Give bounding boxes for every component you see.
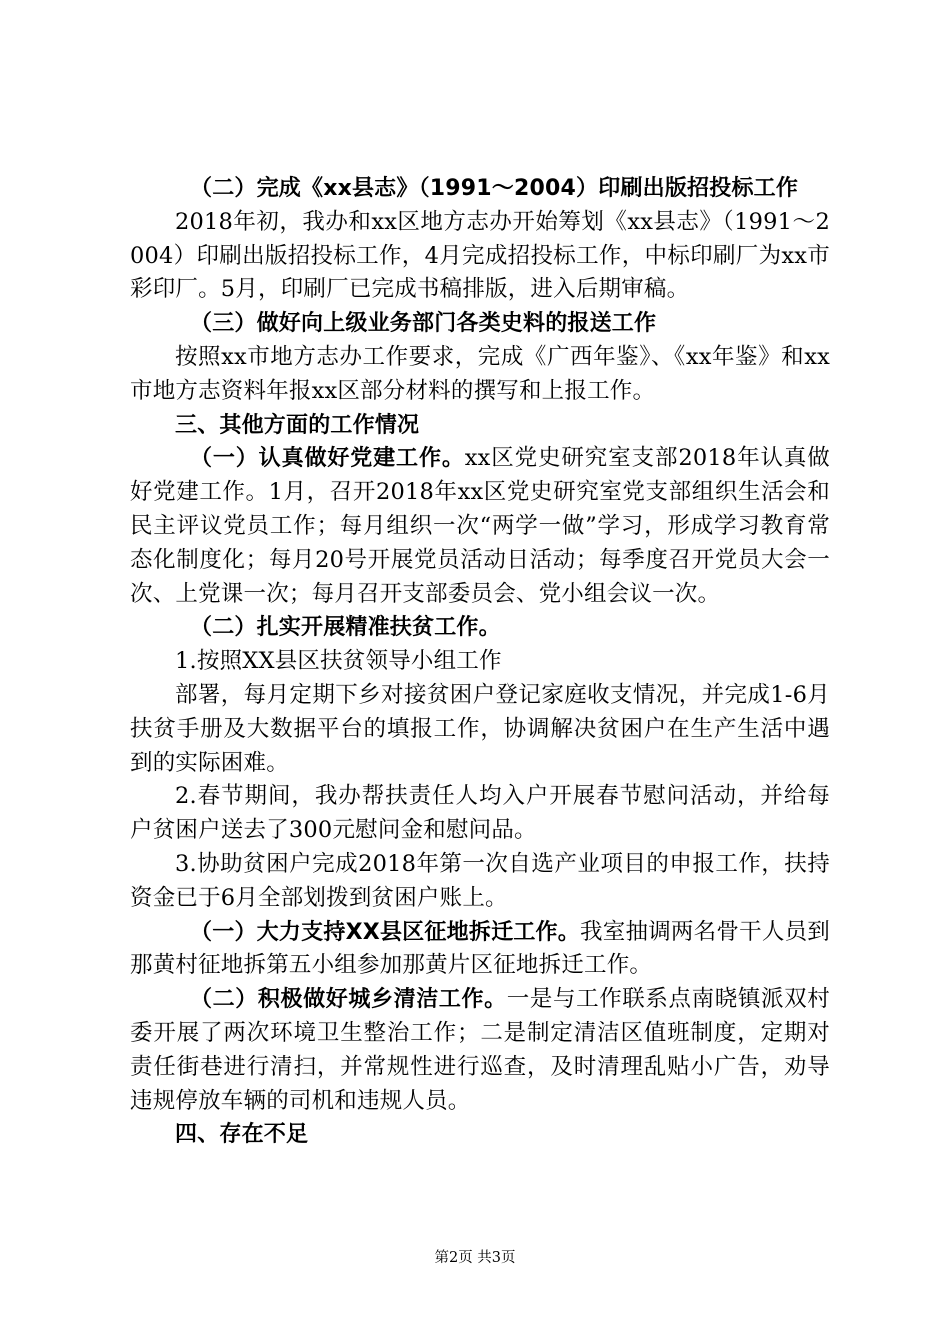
list-item-poverty-1-continued: 部署，每月定期下乡对接贫困户登记家庭收支情况，并完成1-6月扶贫手册及大数据平台的填报工作，协调解决贫困户在生产生活中遇到的实际困难。 <box>130 681 830 776</box>
lead-land-acquisition: （一）大力支持XX县区征地拆迁工作。 <box>190 919 581 945</box>
lead-sanitation: （二）积极做好城乡清洁工作。 <box>190 987 507 1013</box>
paragraph-land-acquisition <box>130 916 830 984</box>
section-heading-printing-bid: （二）完成《xx县志》（1991～2004）印刷出版招投标工作 <box>190 176 799 201</box>
list-item-poverty-2: 2.春节期间，我办帮扶责任人均入户开展春节慰问活动，并给每户贫困户送去了300元慰问金和慰问品。 <box>130 783 830 844</box>
document-body <box>130 172 830 1152</box>
body-party-building: xx区党史研究室支部2018年认真做好党建工作。1月，召开2018年xx区党史研究室党支部组织生活会和民主评议党员工作；每月组织一次“两学一做”学习，形成学习教育常态化制度化；每月20号开展党员活动日活动；每季度召开党员大会一次、上党课一次；每月召开支部委员会、党小组会议一次。 <box>130 445 830 607</box>
body-land-acquisition: 我室抽调两名骨干人员到那黄村征地拆第五小组参加那黄片区征地拆迁工作。 <box>130 918 830 979</box>
list-item-poverty-3: 3.协助贫困户完成2018年第一次自选产业项目的申报工作，扶持资金已于6月全部划拨到贫困户账上。 <box>130 850 830 911</box>
paragraph-party-building <box>130 442 830 611</box>
paragraph-sanitation <box>130 983 830 1118</box>
body-sanitation: 一是与工作联系点南晓镇派双村委开展了两次环境卫生整治工作；二是制定清洁区值班制度，定期对责任街巷进行清扫，并常规性进行巡查，及时清理乱贴小广告，劝导违规停放车辆的司机和违规人员。 <box>130 986 830 1114</box>
section-heading-shortcomings: 四、存在不足 <box>175 1122 309 1148</box>
lead-party-building: （一）认真做好党建工作。 <box>190 446 465 472</box>
page-number-footer: 第2页 共3页 <box>434 1250 516 1266</box>
section-heading-other-work: 三、其他方面的工作情况 <box>175 412 420 438</box>
paragraph-printing-bid: 2018年初，我办和xx区地方志办开始筹划《xx县志》（1991～2004）印刷出版招投标工作，4月完成招投标工作，中标印刷厂为xx市彩印厂。5月，印刷厂已完成书稿排版，进入后期审稿。 <box>130 208 830 303</box>
list-item-poverty-1: 1.按照XX县区扶贫领导小组工作 <box>175 648 502 675</box>
section-heading-historical-materials: （三）做好向上级业务部门各类史料的报送工作 <box>190 311 657 337</box>
paragraph-historical-materials: 按照xx市地方志办工作要求，完成《广西年鉴》、《xx年鉴》和xx市地方志资料年报xx区部分材料的撰写和上报工作。 <box>130 343 830 404</box>
section-heading-poverty-alleviation: （二）扎实开展精准扶贫工作。 <box>190 615 501 641</box>
